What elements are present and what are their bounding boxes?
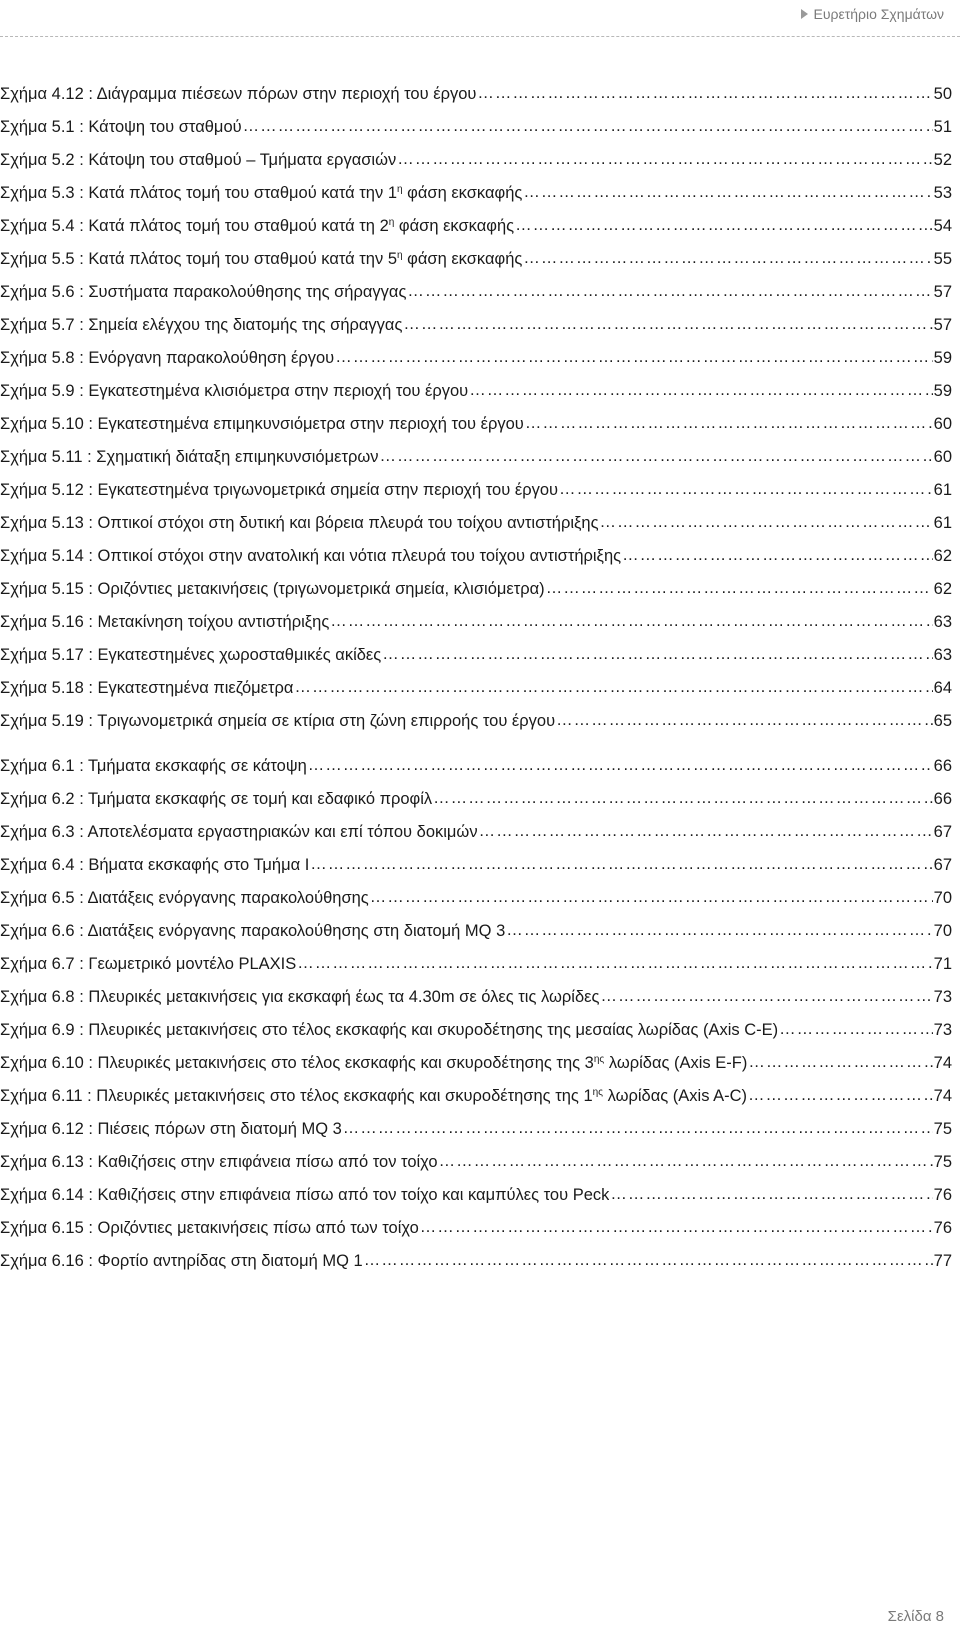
toc-entry[interactable] (0, 210, 952, 243)
entry-label: Σχήμα 4.12 : Διάγραμμα πιέσεων πόρων στην περιοχή του έργου (0, 85, 477, 103)
entry-label: Σχήμα 6.8 : Πλευρικές μετακινήσεις για εκσκαφή έως τα 4.30m σε όλες τις λωρίδες (0, 988, 600, 1006)
entry-title (0, 922, 505, 941)
dot-leader (525, 416, 933, 433)
toc-entry[interactable] (0, 705, 952, 738)
entry-title (0, 1252, 363, 1271)
entry-label: Σχήμα 5.3 : Κατά πλάτος τομή του σταθμού κατά την 1 (0, 184, 397, 202)
entry-page-number: 61 (933, 514, 952, 532)
toc-entry[interactable] (0, 1014, 952, 1047)
toc-entry[interactable] (0, 177, 952, 210)
entry-page-number: 55 (933, 250, 952, 268)
dot-leader (335, 350, 932, 367)
dot-leader (559, 482, 933, 499)
dot-leader (600, 989, 932, 1006)
entry-page-number: 63 (933, 613, 952, 631)
toc-entry[interactable] (0, 342, 952, 375)
entry-page-number: 71 (933, 955, 952, 973)
dot-leader (748, 1088, 933, 1105)
entry-label: Σχήμα 6.15 : Οριζόντιες μετακινήσεις πίσω από των τοίχο (0, 1219, 419, 1237)
entry-label: Σχήμα 6.11 : Πλευρικές μετακινήσεις στο τέλος εκσκαφής και σκυροδέτησης της 1 (0, 1087, 593, 1105)
entry-label: Σχήμα 5.4 : Κατά πλάτος τομή του σταθμού κατά τη 2 (0, 217, 389, 235)
entry-superscript: η (388, 217, 395, 228)
entry-title (0, 118, 242, 137)
dot-leader (439, 1154, 933, 1171)
entry-page-number: 66 (933, 757, 952, 775)
dot-leader (343, 1121, 933, 1138)
entry-label: Σχήμα 6.10 : Πλευρικές μετακινήσεις στο τέλος εκσκαφής και σκυροδέτησης της 3 (0, 1054, 594, 1072)
entry-label: Σχήμα 6.14 : Καθιζήσεις στην επιφάνεια πίσω από τον τοίχο και καμπύλες του Peck (0, 1186, 610, 1204)
entry-title (0, 448, 379, 467)
entry-label: Σχήμα 5.11 : Σχηματική διάταξη επιμηκυνσιόμετρων (0, 448, 379, 466)
entry-title (0, 823, 478, 842)
entry-title (0, 481, 558, 500)
toc-entry[interactable] (0, 849, 952, 882)
entry-label: Σχήμα 6.1 : Τμήματα εκσκαφής σε κάτοψη (0, 757, 307, 775)
entry-page-number: 57 (933, 316, 952, 334)
entry-page-number: 57 (933, 283, 952, 301)
toc-entry[interactable] (0, 276, 952, 309)
toc-entry[interactable] (0, 540, 952, 573)
entry-page-number: 77 (933, 1252, 952, 1270)
figure-index-list (0, 78, 952, 1278)
page-header (801, 0, 944, 28)
entry-page-number: 52 (933, 151, 952, 169)
entry-label: Σχήμα 5.14 : Οπτικοί στόχοι στην ανατολική και νότια πλευρά του τοίχου αντιστήριξης (0, 547, 622, 565)
dot-leader (515, 218, 933, 235)
entry-label-suffix: φάση εκσκαφής (402, 250, 523, 268)
entry-page-number: 67 (933, 856, 952, 874)
entry-label: Σχήμα 5.9 : Εγκατεστημένα κλισιόμετρα στην περιοχή του έργου (0, 382, 469, 400)
dot-leader (364, 1253, 933, 1270)
entry-label: Σχήμα 5.2 : Κάτοψη του σταθμού – Τμήματα εργασιών (0, 151, 397, 169)
toc-entry[interactable] (0, 573, 952, 606)
toc-entry[interactable] (0, 816, 952, 849)
toc-entry[interactable] (0, 1179, 952, 1212)
dot-leader (479, 824, 933, 841)
entry-label: Σχήμα 6.4 : Βήματα εκσκαφής στο Τμήμα Ι (0, 856, 310, 874)
entry-superscript: η (397, 184, 403, 195)
entry-page-number: 66 (933, 790, 952, 808)
entry-page-number: 73 (933, 988, 952, 1006)
entry-superscript: ης (593, 1054, 605, 1065)
entry-superscript: η (397, 250, 403, 261)
dot-leader (310, 857, 932, 874)
dot-leader (523, 185, 932, 202)
toc-entry[interactable] (0, 750, 952, 783)
entry-page-number: 67 (933, 823, 952, 841)
entry-page-number: 54 (933, 217, 952, 235)
entry-label: Σχήμα 5.19 : Τριγωνομετρικά σημεία σε κτίρια στη ζώνη επιρροής του έργου (0, 712, 556, 730)
entry-title (0, 712, 555, 731)
dot-leader (294, 680, 932, 697)
entry-title (0, 1054, 747, 1073)
entry-title (0, 1021, 778, 1040)
entry-superscript: ης (592, 1087, 604, 1098)
header-divider (0, 36, 960, 37)
dot-leader (397, 152, 932, 169)
dot-leader (407, 284, 932, 301)
toc-entry[interactable] (0, 1113, 952, 1146)
entry-title (0, 1219, 419, 1238)
toc-entry[interactable] (0, 783, 952, 816)
entry-title (0, 613, 329, 632)
entry-page-number: 70 (933, 922, 952, 940)
toc-entry[interactable] (0, 474, 952, 507)
entry-label: Σχήμα 6.3 : Αποτελέσματα εργαστηριακών και επί τόπου δοκιμών (0, 823, 478, 841)
entry-page-number: 70 (933, 889, 952, 907)
entry-title (0, 283, 406, 302)
toc-entry[interactable] (0, 441, 952, 474)
toc-entry[interactable] (0, 408, 952, 441)
entry-label: Σχήμα 5.12 : Εγκατεστημένα τριγωνομετρικά σημεία στην περιοχή του έργου (0, 481, 559, 499)
dot-leader (297, 956, 932, 973)
entry-label: Σχήμα 5.10 : Εγκατεστημένα επιμηκυνσιόμετρα στην περιοχή του έργου (0, 415, 524, 433)
entry-title (0, 790, 432, 809)
entry-label-suffix: φάση εκσκαφής (402, 184, 523, 202)
entry-label: Σχήμα 5.13 : Οπτικοί στόχοι στη δυτική και βόρεια πλευρά του τοίχου αντιστήριξης (0, 514, 599, 532)
entry-page-number: 60 (933, 415, 952, 433)
dot-leader (610, 1187, 932, 1204)
entry-title (0, 1087, 747, 1106)
entry-page-number: 50 (933, 85, 952, 103)
entry-page-number: 59 (933, 382, 952, 400)
dot-leader (546, 581, 933, 598)
dot-leader (506, 923, 932, 940)
entry-title (0, 580, 545, 599)
toc-entry[interactable] (0, 1080, 952, 1113)
entry-label: Σχήμα 6.13 : Καθιζήσεις στην επιφάνεια πίσω από τον τοίχο (0, 1153, 438, 1171)
dot-leader (308, 758, 933, 775)
dot-leader (403, 317, 932, 334)
dot-leader (523, 251, 932, 268)
dot-leader (330, 614, 932, 631)
entry-title (0, 988, 599, 1007)
toc-entry[interactable] (0, 78, 952, 111)
entry-label: Σχήμα 6.16 : Φορτίο αντηρίδας στη διατομή MQ 1 (0, 1252, 363, 1270)
entry-title (0, 217, 514, 236)
toc-entry[interactable] (0, 1245, 952, 1278)
toc-entry[interactable] (0, 981, 952, 1014)
entry-label: Σχήμα 5.8 : Ενόργανη παρακολούθηση έργου (0, 349, 335, 367)
entry-title (0, 349, 334, 368)
entry-label: Σχήμα 5.17 : Εγκατεστημένες χωροσταθμικές ακίδες (0, 646, 382, 664)
entry-label: Σχήμα 6.12 : Πιέσεις πόρων στη διατομή MQ 3 (0, 1120, 342, 1138)
entry-label: Σχήμα 6.7 : Γεωμετρικό μοντέλο PLAXIS (0, 955, 297, 973)
entry-label: Σχήμα 5.6 : Συστήματα παρακολούθησης της σήραγγας (0, 283, 407, 301)
entry-title (0, 1153, 438, 1172)
entry-label: Σχήμα 5.7 : Σημεία ελέγχου της διατομής της σήραγγας (0, 316, 403, 334)
entry-title (0, 184, 522, 203)
entry-title (0, 1186, 609, 1205)
toc-entry[interactable] (0, 243, 952, 276)
toc-entry[interactable] (0, 606, 952, 639)
entry-label: Σχήμα 6.2 : Τμήματα εκσκαφής σε τομή και εδαφικό προφίλ (0, 790, 433, 808)
entry-title (0, 85, 476, 104)
entry-label: Σχήμα 5.16 : Μετακίνηση τοίχου αντιστήριξης (0, 613, 330, 631)
entry-page-number: 65 (933, 712, 952, 730)
toc-entry[interactable] (0, 309, 952, 342)
toc-entry[interactable] (0, 915, 952, 948)
entry-title (0, 415, 524, 434)
header-title: Ευρετήριο Σχημάτων (813, 6, 944, 22)
entry-page-number: 60 (933, 448, 952, 466)
dot-leader (748, 1055, 932, 1072)
entry-label: Σχήμα 6.5 : Διατάξεις ενόργανης παρακολούθησης (0, 889, 369, 907)
entry-page-number: 74 (933, 1087, 952, 1105)
entry-page-number: 64 (933, 679, 952, 697)
entry-page-number: 76 (933, 1219, 952, 1237)
dot-leader (622, 548, 933, 565)
entry-page-number: 63 (933, 646, 952, 664)
entry-label-suffix: φάση εκσκαφής (394, 217, 515, 235)
entry-label: Σχήμα 5.5 : Κατά πλάτος τομή του σταθμού κατά την 5 (0, 250, 397, 268)
entry-page-number: 73 (933, 1021, 952, 1039)
toc-entry[interactable] (0, 639, 952, 672)
entry-page-number: 61 (933, 481, 952, 499)
entry-page-number: 76 (933, 1186, 952, 1204)
entry-title (0, 151, 396, 170)
toc-entry[interactable] (0, 1212, 952, 1245)
entry-title (0, 250, 522, 269)
toc-entry[interactable] (0, 1146, 952, 1179)
entry-page-number: 75 (933, 1153, 952, 1171)
entry-title (0, 856, 309, 875)
entry-page-number: 74 (933, 1054, 952, 1072)
dot-leader (243, 119, 933, 136)
entry-title (0, 547, 621, 566)
toc-entry[interactable] (0, 144, 952, 177)
toc-entry[interactable] (0, 882, 952, 915)
entry-label: Σχήμα 5.1 : Κάτοψη του σταθμού (0, 118, 242, 136)
dot-leader (382, 647, 932, 664)
entry-title (0, 514, 599, 533)
dot-leader (433, 791, 932, 808)
entry-label: Σχήμα 6.9 : Πλευρικές μετακινήσεις στο τέλος εκσκαφής και σκυροδέτησης της μεσαίας λωρίδας (Axis C-E) (0, 1021, 779, 1039)
entry-title (0, 382, 468, 401)
entry-title (0, 646, 381, 665)
entry-title (0, 757, 307, 776)
entry-page-number: 53 (933, 184, 952, 202)
entry-title (0, 889, 369, 908)
dot-leader (779, 1022, 932, 1039)
dot-leader (380, 449, 933, 466)
triangle-right-icon (801, 9, 808, 19)
entry-label: Σχήμα 5.18 : Εγκατεστημένα πιεζόμετρα (0, 679, 294, 697)
entry-label-suffix: λωρίδας (Axis A-C) (603, 1087, 748, 1105)
entry-label-suffix: λωρίδας (Axis E-F) (604, 1054, 748, 1072)
toc-entry[interactable] (0, 672, 952, 705)
entry-page-number: 51 (933, 118, 952, 136)
dot-leader (370, 890, 933, 907)
toc-entry[interactable] (0, 111, 952, 144)
entry-page-number: 62 (933, 547, 952, 565)
toc-entry[interactable] (0, 507, 952, 540)
dot-leader (556, 713, 933, 730)
page-number: Σελίδα 8 (887, 1608, 944, 1625)
toc-entry[interactable] (0, 1047, 952, 1080)
entry-title (0, 316, 402, 335)
entry-title (0, 1120, 342, 1139)
entry-page-number: 59 (933, 349, 952, 367)
entry-page-number: 75 (933, 1120, 952, 1138)
entry-label: Σχήμα 6.6 : Διατάξεις ενόργανης παρακολούθησης στη διατομή MQ 3 (0, 922, 506, 940)
dot-leader (600, 515, 933, 532)
entry-page-number: 62 (933, 580, 952, 598)
dot-leader (469, 383, 932, 400)
entry-label: Σχήμα 5.15 : Οριζόντιες μετακινήσεις (τριγωνομετρικά σημεία, κλισιόμετρα) (0, 580, 545, 598)
dot-leader (420, 1220, 933, 1237)
toc-entry[interactable] (0, 948, 952, 981)
toc-entry[interactable] (0, 375, 952, 408)
entry-title (0, 955, 296, 974)
dot-leader (477, 86, 932, 103)
entry-title (0, 679, 293, 698)
